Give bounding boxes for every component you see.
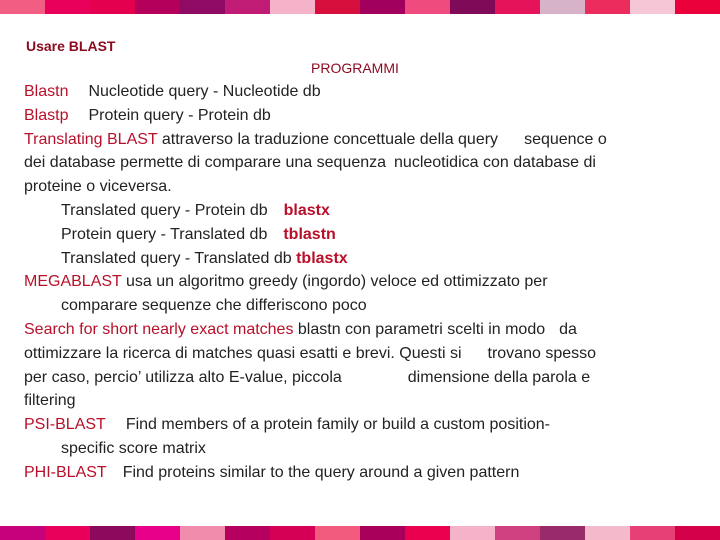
search-line-1: Search for short nearly exact matches blastn con parametri scelti in modo da [24,320,577,338]
psi-line-2: specific score matrix [61,439,206,457]
translating-line-3: proteine o viceversa. [24,178,172,196]
blastp-line [24,104,704,128]
tblastx-label: tblastx [296,249,348,267]
top-stripe-segment [675,0,720,14]
search-line-4: filtering [24,392,76,410]
search-name: Search for short nearly exact matches [24,320,294,338]
bottom-stripe-segment [630,526,675,540]
top-stripe-segment [495,0,540,14]
megablast-line-1: MEGABLAST usa un algoritmo greedy (ingordo) veloce ed ottimizzato per [24,273,548,291]
translating-line-1: Translating BLAST attraverso la traduzione concettuale della query sequence o [24,130,607,148]
slide-body [24,80,704,485]
blastp-name: Blastp [24,106,69,124]
megablast-line-2: comparare sequenze che differiscono poco [61,297,367,315]
megablast-name: MEGABLAST [24,273,122,291]
bottom-stripe-segment [0,526,45,540]
bottom-stripe-segment [585,526,630,540]
bottom-stripe-segment [225,526,270,540]
bottom-stripe-segment [360,526,405,540]
translating-name: Translating BLAST [24,130,158,148]
search-line-2: ottimizzare la ricerca di matches quasi esatti e brevi. Questi si trovano spesso [24,344,597,362]
tblastn-label: tblastn [283,225,336,243]
blastx-label: blastx [283,201,330,219]
top-stripe-segment [225,0,270,14]
bottom-stripe-segment [90,526,135,540]
bottom-stripe-segment [315,526,360,540]
bottom-stripe-segment [405,526,450,540]
top-stripe-segment [90,0,135,14]
top-stripe-segment [360,0,405,14]
sub-line-blastx: Translated query - Protein db blastx [61,201,330,219]
top-stripe-segment [135,0,180,14]
phi-name: PHI-BLAST [24,463,107,481]
top-stripe-segment [540,0,585,14]
top-stripe-segment [270,0,315,14]
sub-line-tblastn: Protein query - Translated db tblastn [61,225,336,243]
phi-line-1: PHI-BLAST Find proteins similar to the query around a given pattern [24,463,520,481]
bottom-stripe-segment [45,526,90,540]
psi-name: PSI-BLAST [24,416,106,434]
top-stripe-segment [630,0,675,14]
bottom-stripe-segment [540,526,585,540]
blastn-name: Blastn [24,83,69,100]
translating-line-2: dei database permette di comparare una sequenza nucleotidica con database di [24,154,596,172]
blastn-desc: Nucleotide query - Nucleotide db [88,83,321,100]
sub-line-tblastx: Translated query - Translated db tblastx [61,249,348,267]
bottom-stripe-segment [675,526,720,540]
blastn-line [24,80,704,104]
blastp-desc: Protein query - Protein db [88,106,271,124]
top-stripe-segment [405,0,450,14]
section-heading: PROGRAMMI [311,60,399,76]
top-stripe-segment [315,0,360,14]
top-stripe-segment [450,0,495,14]
top-stripe-segment [585,0,630,14]
bottom-stripe-segment [450,526,495,540]
top-stripe-segment [180,0,225,14]
psi-line-1: PSI-BLAST Find members of a protein family or build a custom position- [24,416,550,434]
bottom-stripe-segment [495,526,540,540]
top-stripe-segment [45,0,90,14]
bottom-stripe-segment [180,526,225,540]
slide-title: Usare BLAST [26,38,116,54]
top-stripe [0,0,720,14]
bottom-stripe-segment [135,526,180,540]
top-stripe-segment [0,0,45,14]
bottom-stripe [0,526,720,540]
bottom-stripe-segment [270,526,315,540]
search-line-3: per caso, percio’ utilizza alto E-value, piccola dimensione della parola e [24,368,591,386]
